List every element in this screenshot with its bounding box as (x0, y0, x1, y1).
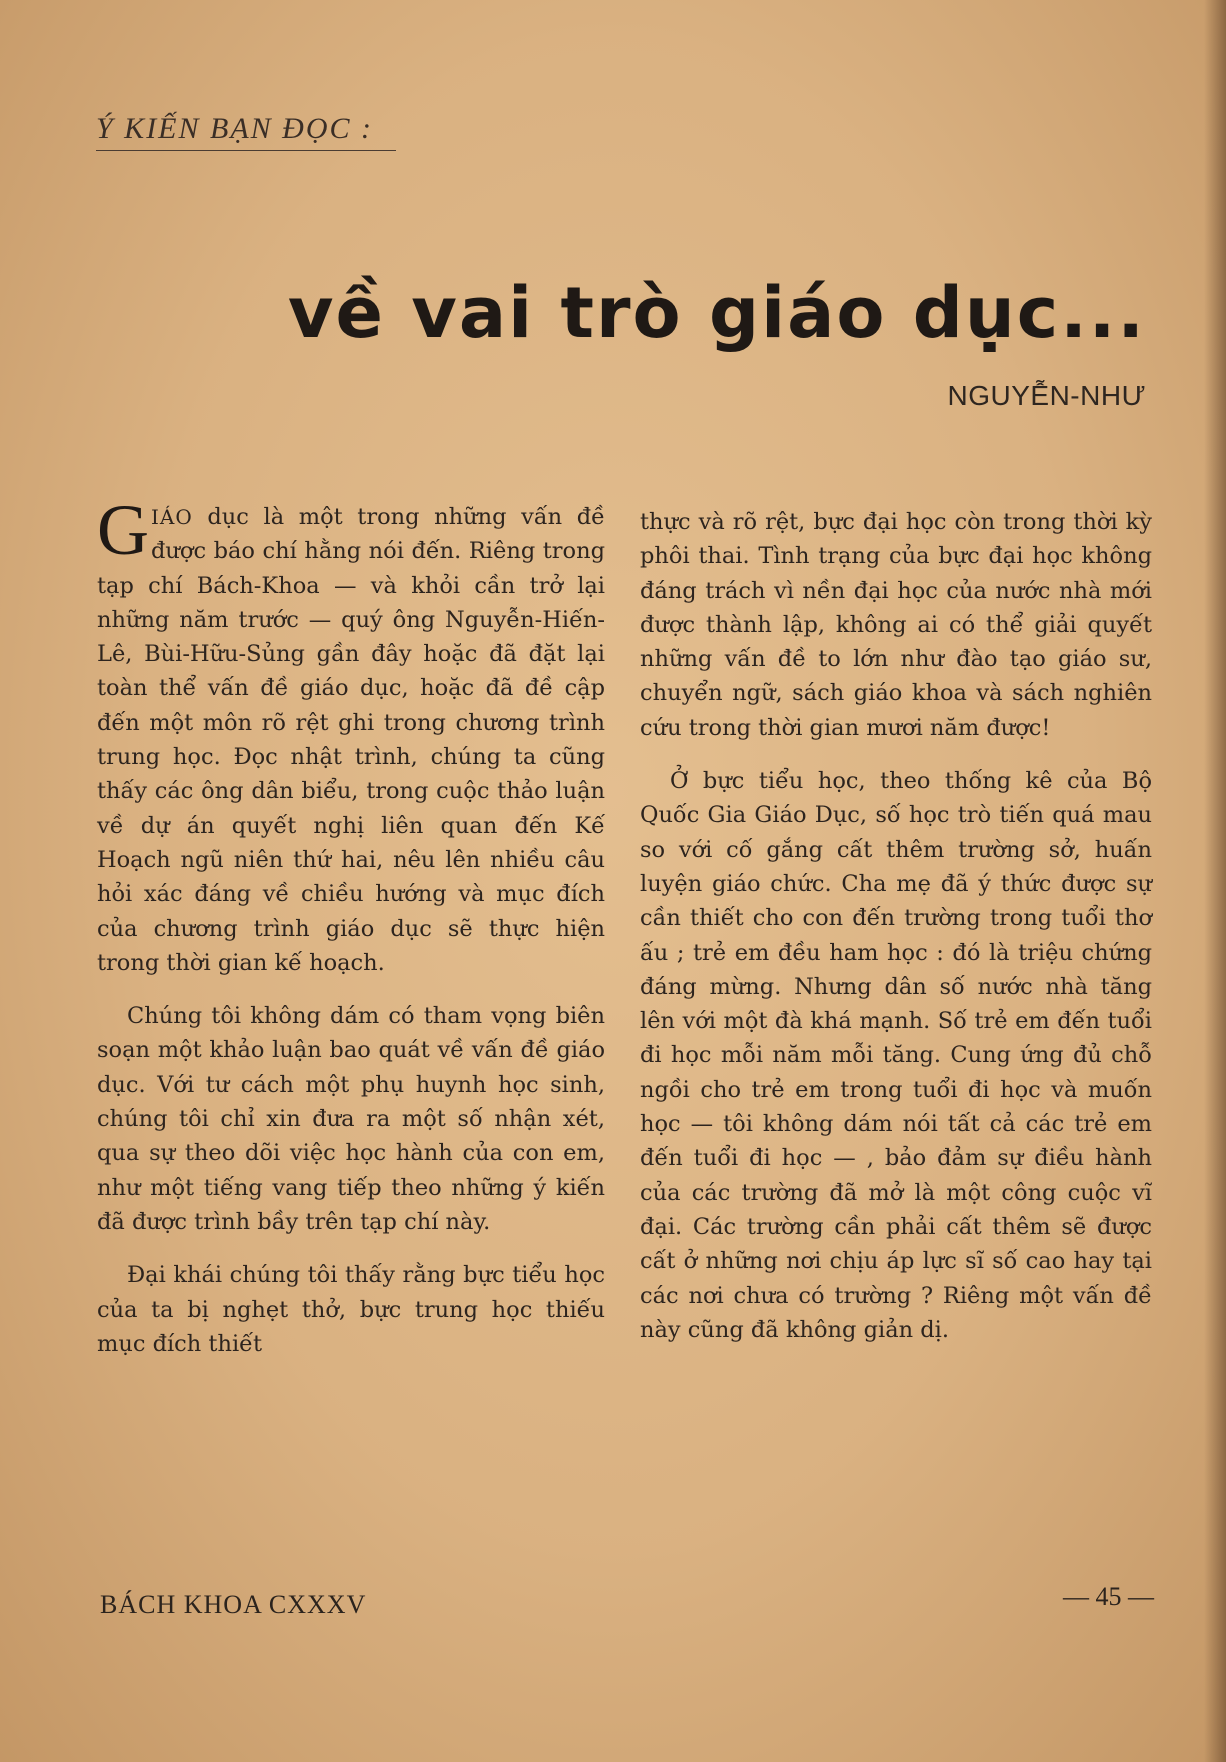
paragraph-text: dục là một trong những vấn đề được báo chí hằng nói đến. Riêng trong tạp chí Bách-Khoa — và khỏi cần trở lại những năm trước — quý ông Nguyễn-Hiến-Lê, Bùi-Hữu-Sủng gần đây hoặc đã đặt lại toàn thể vấn đề giáo dục, hoặc đã đề cập đến một môn rõ rệt ghi trong chương trình trung học. Đọc nhật trình, chúng ta cũng thấy các ông dân biểu, trong cuộc thảo luận về dự án quyết nghị liên quan đến Kế Hoạch ngũ niên thứ hai, nêu lên nhiều câu hỏi xác đáng về chiều hướng và mục đích của chương trình giáo dục sẽ thực hiện trong thời gian kế hoạch. (97, 504, 605, 976)
paragraph: Đại khái chúng tôi thấy rằng bực tiểu học của ta bị nghẹt thở, bực trung học thiếu mục đích thiết (97, 1262, 605, 1357)
paragraph: thực và rõ rệt, bực đại học còn trong thời kỳ phôi thai. Tình trạng của bực đại học không đáng trách vì nền đại học của nước nhà mới được thành lập, không ai có thể giải quyết những vấn đề to lớn như đào tạo giáo sư, chuyển ngữ, sách giáo khoa và sách nghiên cứu trong thời gian mươi năm được! (640, 509, 1152, 741)
page-edge-shadow (1204, 0, 1226, 1762)
page-number: — 45 — (1063, 1582, 1154, 1611)
first-word-rest: IÁO (151, 505, 193, 529)
left-column (97, 490, 605, 1380)
publication-footer: BÁCH KHOA CXXXV (100, 1590, 367, 1619)
section-label: Ý KIẾN BẠN ĐỌC : (96, 112, 396, 151)
article-author: NGUYỄN-NHƯ (947, 380, 1146, 411)
paragraph (97, 490, 605, 980)
article-title: về vai trò giáo dục... (287, 272, 1146, 354)
drop-cap: G (97, 490, 149, 570)
right-column (640, 505, 1152, 1366)
paragraph: Ở bực tiểu học, theo thống kê của Bộ Quốc Gia Giáo Dục, số học trò tiến quá mau so với cố gắng cất thêm trường sở, huấn luyện giáo chức. Cha mẹ đã ý thức được sự cần thiết cho con đến trường trong tuổi thơ ấu ; trẻ em đều ham học : đó là triệu chứng đáng mừng. Nhưng dân số nước nhà tăng lên với một đà khá mạnh. Số trẻ em đến tuổi đi học mỗi năm mỗi tăng. Cung ứng đủ chỗ ngồi cho trẻ em trong tuổi đi học và muốn học — tôi không dám nói tất cả các trẻ em đến tuổi đi học — , bảo đảm sự điều hành của các trường đã mở là một công cuộc vĩ đại. Các trường cần phải cất thêm sẽ được cất ở những nơi chịu áp lực sĩ số cao hay tại các nơi chưa có trường ? Riêng một vấn đề này cũng đã không giản dị. (640, 768, 1152, 1343)
paragraph: Chúng tôi không dám có tham vọng biên soạn một khảo luận bao quát về vấn đề giáo dục. Với tư cách một phụ huynh học sinh, chúng tôi chỉ xin đưa ra một số nhận xét, qua sự theo dõi việc học hành của con em, như một tiếng vang tiếp theo những ý kiến đã được trình bầy trên tạp chí này. (97, 1003, 605, 1235)
